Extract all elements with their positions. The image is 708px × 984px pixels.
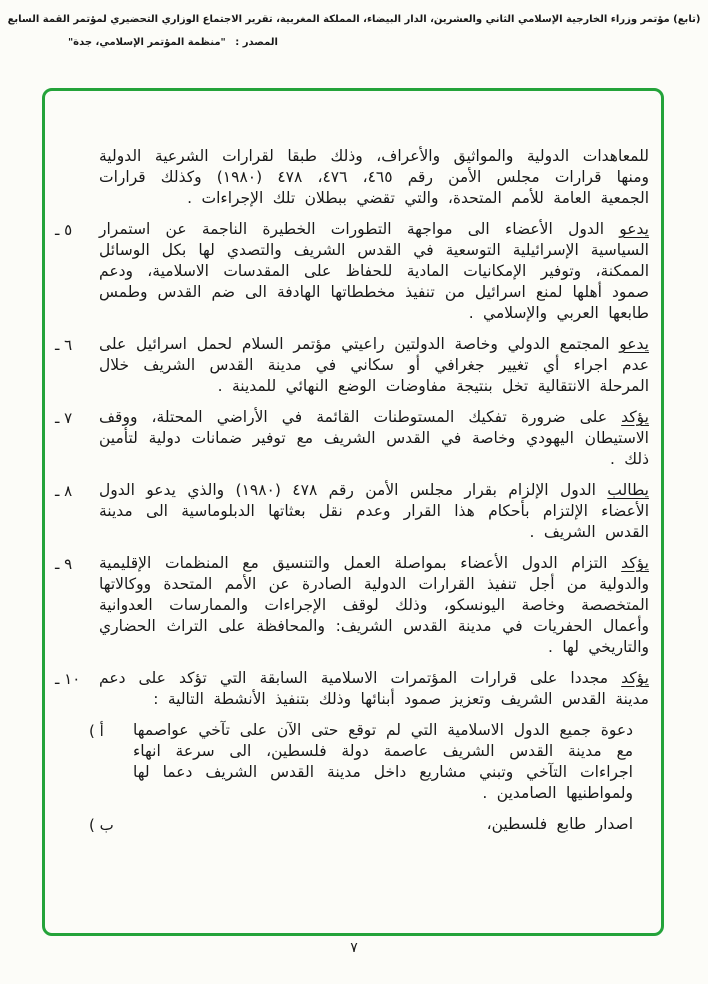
- subitem-a: [45, 720, 657, 804]
- item-number: ٦ ـ: [55, 336, 73, 354]
- item-number: ٨ ـ: [55, 482, 73, 500]
- item-number: ١٠ ـ: [55, 670, 81, 688]
- item-paragraph: [99, 219, 649, 324]
- item-text: مجددا على قرارات المؤتمرات الاسلامية السابقة التي تؤكد على دعم مدينة القدس الشريف وتعزيز صمود أبنائها وذلك بتنفيذ الأنشطة التالية :: [99, 669, 649, 708]
- continuation-paragraph: للمعاهدات الدولية والمواثيق والأعراف، وذلك طبقا لقرارات الشرعية الدولية ومنها قرارات مجلس الأمن رقم ٤٦٥، ٤٧٦، ٤٧٨ (١٩٨٠) وكذلك قرارات الجمعية العامة للأمم المتحدة، والتي تقضي ببطلان تلك الإجراءات .: [99, 147, 649, 207]
- item-verb: يدعو: [619, 335, 649, 353]
- item-text: الدول الأعضاء الى مواجهة التطورات الخطيرة الناجمة عن استمرار السياسية الإسرائيلية التوسعية في القدس الشريف والتصدي لها بكل الوسائل الممكنة، وتوفير الإمكانيات المادية للحفاظ على المقدسات الاسلامية، ودعم صمود أهلها لمنع اسرائيل من تنفيذ مخططاتها الهادفة الى ضم القدس وطمس طابعها العربي والإسلامي .: [99, 220, 649, 322]
- subitem-text: دعوة جميع الدول الاسلامية التي لم توقع حتى الآن على تآخي عواصمها مع مدينة القدس الشريف عاصمة دولة فلسطين، الى سرعة انهاء اجراءات التآخي وتبني مشاريع داخل مدينة القدس الشريف دعما لها ولمواطنيها الصامدين .: [133, 721, 633, 802]
- source-value: "منظمة المؤتمر الإسلامي، جدة": [67, 37, 226, 48]
- item-verb: يؤكد: [621, 669, 649, 687]
- source-label: المصدر :: [235, 37, 278, 48]
- item-verb: يؤكد: [621, 554, 649, 572]
- subitem-text: اصدار طابع فلسطين،: [486, 815, 633, 833]
- item-text: التزام الدول الأعضاء بمواصلة العمل والتنسيق مع المنظمات الإقليمية والدولية من أجل تنفيذ القرارات الدولية الصادرة عن الأمم المتحدة ووكالاتها المتخصصة وخاصة اليونسكو، وذلك لوقف الإجراءات والممارسات العدوانية وأعمال الحفريات في مدينة القدس الشريف: والمحافظة على التراث الحضاري والتاريخي لها .: [99, 554, 649, 656]
- subitem-b: [45, 814, 657, 835]
- resolution-item-8: [45, 480, 657, 543]
- item-text: الدول الإلزام بقرار مجلس الأمن رقم ٤٧٨ (١٩٨٠) والذي يدعو الدول الأعضاء الإلتزام بأحكام هذا القرار وعدم نقل بعثاتها الدبلوماسية الى مدينة القدس الشريف .: [99, 481, 649, 541]
- subitem-marker: أ ): [89, 722, 104, 740]
- item-verb: يطالب: [607, 481, 649, 499]
- item-verb: يدعو: [619, 220, 649, 238]
- page-number: ٧: [350, 940, 358, 956]
- resolution-item-10: [45, 668, 657, 710]
- document-body: [45, 146, 657, 845]
- resolution-item-6: [45, 334, 657, 397]
- resolution-item-9: [45, 553, 657, 658]
- item-paragraph: [99, 480, 649, 543]
- page-header: [6, 14, 702, 48]
- subitem-marker: ب ): [89, 816, 114, 834]
- item-number: ٩ ـ: [55, 555, 73, 573]
- item-paragraph: [99, 334, 649, 397]
- item-verb: يؤكد: [621, 408, 649, 426]
- item-number: ٧ ـ: [55, 409, 73, 427]
- item-paragraph: [99, 553, 649, 658]
- item-paragraph: [99, 668, 649, 710]
- resolution-item-5: [45, 219, 657, 324]
- item-text: المجتمع الدولي وخاصة الدولتين راعيتي مؤتمر السلام لحمل اسرائيل على عدم اجراء أي تغيير جغرافي أو سكاني في مدينة القدس الشريف خلال المرحلة الانتقالية تخل بنتيجة مفاوضات الوضع النهائي للمدينة .: [99, 335, 649, 395]
- resolution-item-7: [45, 407, 657, 470]
- item-paragraph: [99, 407, 649, 470]
- item-number: ٥ ـ: [55, 221, 73, 239]
- header-source-line: [6, 37, 702, 48]
- item-text: على ضرورة تفكيك المستوطنات القائمة في الأراضي المحتلة، ووقف الاستيطان اليهودي وخاصة في القدس الشريف مع توفير ضمانات دولية لتأمين ذلك .: [99, 408, 649, 468]
- header-title: (تابع) مؤتمر وزراء الخارجية الإسلامي الثاني والعشرين، الدار البيضاء، المملكة المغربية، تقرير الاجتماع الوزاري التحضيري لمؤتمر القمة السابع: [7, 14, 701, 25]
